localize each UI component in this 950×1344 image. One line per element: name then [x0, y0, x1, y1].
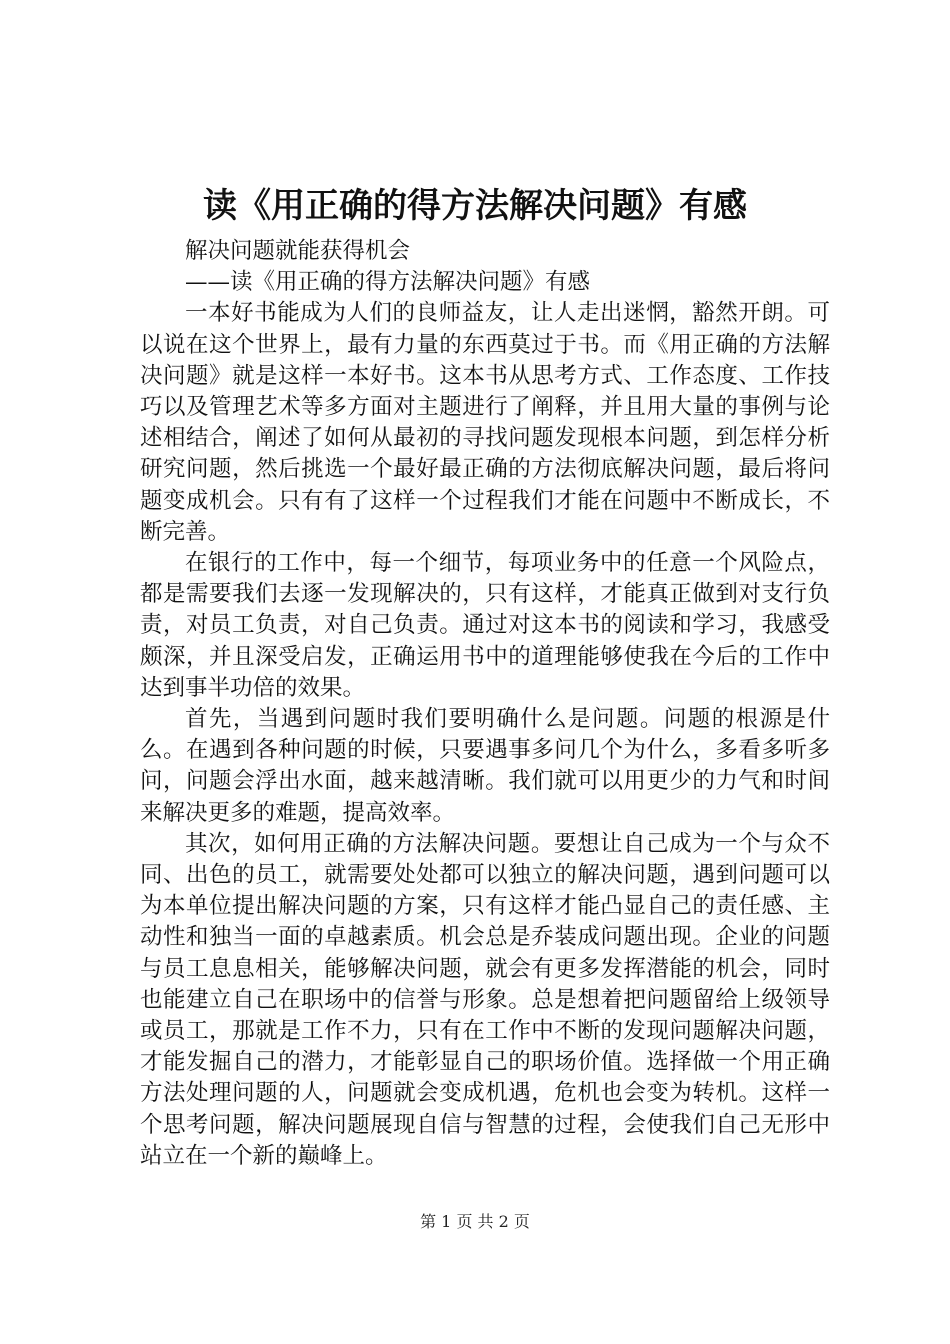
document-body — [140, 236, 830, 1172]
subtitle-line-1: 解决问题就能获得机会 — [185, 238, 411, 264]
page-number-footer: 第 1 页 共 2 页 — [420, 1212, 530, 1231]
paragraph-1: 一本好书能成为人们的良师益友，让人走出迷惘，豁然开朗。可以说在这个世界上，最有力量的东西莫过于书。而《用正确的方法解决问题》就是这样一本好书。这本书从思考方式、工作态度、工作技巧以及管理艺术等多方面对主题进行了阐释，并且用大量的事例与论述相结合，阐述了如何从最初的寻找问题发现根本问题，到怎样分析研究问题，然后挑选一个最好最正确的方法彻底解决问题，最后将问题变成机会。只有有了这样一个过程我们才能在问题中不断成长，不断完善。 — [140, 300, 830, 545]
paragraph-4: 其次，如何用正确的方法解决问题。要想让自己成为一个与众不同、出色的员工，就需要处处都可以独立的解决问题，遇到问题可以为本单位提出解决问题的方案，只有这样才能凸显自己的责任感、主动性和独当一面的卓越素质。机会总是乔装成问题出现。企业的问题与员工息息相关，能够解决问题，就会有更多发挥潜能的机会，同时也能建立自己在职场中的信誉与形象。总是想着把问题留给上级领导或员工，那就是工作不力，只有在工作中不断的发现问题解决问题，才能发掘自己的潜力，才能彰显自己的职场价值。选择做一个用正确方法处理问题的人，问题就会变成机遇，危机也会变为转机。这样一个思考问题，解决问题展现自信与智慧的过程，会使我们自己无形中站立在一个新的巅峰上。 — [140, 830, 830, 1169]
document-title: 读《用正确的得方法解决问题》有感 — [203, 186, 747, 226]
paragraph-2: 在银行的工作中，每一个细节，每项业务中的任意一个风险点，都是需要我们去逐一发现解决的，只有这样，才能真正做到对支行负责，对员工负责，对自己负责。通过对这本书的阅读和学习，我感受颇深，并且深受启发，正确运用书中的道理能够使我在今后的工作中达到事半功倍的效果。 — [140, 550, 830, 701]
paragraph-3: 首先，当遇到问题时我们要明确什么是问题。问题的根源是什么。在遇到各种问题的时候，只要遇事多问几个为什么，多看多听多问，问题会浮出水面，越来越清晰。我们就可以用更少的力气和时间来解决更多的难题，提高效率。 — [140, 706, 830, 826]
subtitle-line-2: ——读《用正确的得方法解决问题》有感 — [185, 269, 591, 296]
